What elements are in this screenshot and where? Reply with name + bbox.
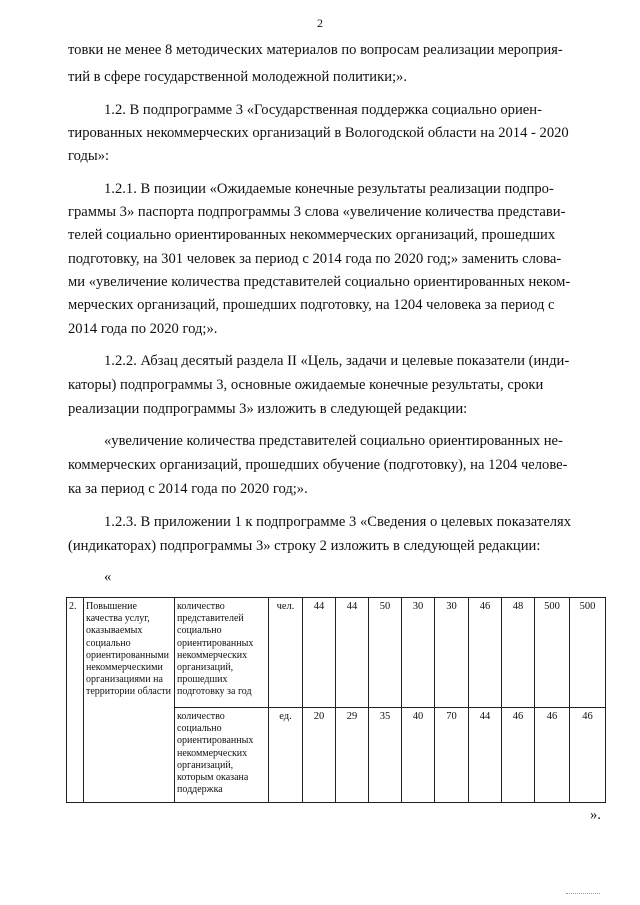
value-cell: 30 xyxy=(402,598,435,708)
paragraph-line: (индикаторах) подпрограммы 3» строку 2 изложить в следующей редакции: xyxy=(68,538,541,554)
table-row xyxy=(67,598,606,708)
indicator-cell: количество представителей социально ориентированных некоммерческих организаций, прошедших подготовку за год xyxy=(175,598,269,708)
row-number-cell: 2. xyxy=(67,598,84,803)
paragraph-line: годы»: xyxy=(68,148,110,164)
paragraph-line: 2014 года по 2020 год;». xyxy=(68,321,218,337)
value-cell: 44 xyxy=(336,598,369,708)
unit-cell: ед. xyxy=(269,708,303,803)
value-cell: 35 xyxy=(369,708,402,803)
clause-1-2-1: 1.2.1. В позиции «Ожидаемые конечные результаты реализации подпро- xyxy=(104,181,554,197)
paragraph-line: реализации подпрограммы 3» изложить в следующей редакции: xyxy=(68,401,468,417)
quoted-text-line: коммерческих организаций, прошедших обучение (подготовку), на 1204 челове- xyxy=(68,457,568,473)
value-cell: 500 xyxy=(570,598,606,708)
value-cell: 46 xyxy=(535,708,570,803)
indicator-cell: количество социально ориентированных некоммерческих организаций, которым оказана поддержка xyxy=(175,708,269,803)
value-cell: 20 xyxy=(303,708,336,803)
value-cell: 29 xyxy=(336,708,369,803)
value-cell: 70 xyxy=(435,708,469,803)
scan-artifact xyxy=(566,893,600,898)
value-cell: 46 xyxy=(502,708,535,803)
value-cell: 500 xyxy=(535,598,570,708)
paragraph-line: граммы 3» паспорта подпрограммы 3 слова «увеличение количества представи- xyxy=(68,204,566,220)
paragraph-line: тий в сфере государственной молодежной политики;». xyxy=(68,69,407,85)
paragraph-line: мерческих организаций, прошедших подготовку, на 1204 человека за период с xyxy=(68,297,555,313)
paragraph-line: телей социально ориентированных некоммерческих организаций, прошедших xyxy=(68,227,556,243)
value-cell: 30 xyxy=(435,598,469,708)
paragraph-line: товки не менее 8 методических материалов по вопросам реализации мероприя- xyxy=(68,42,563,58)
task-cell: Повышение качества услуг, оказываемых социально ориентированными некоммерческими организациями на территории области xyxy=(84,598,175,803)
paragraph-line: подготовку, на 301 человек за период с 2014 года по 2020 год;» заменить слова- xyxy=(68,251,562,267)
value-cell: 46 xyxy=(469,598,502,708)
section-heading-1-2: 1.2. В подпрограмме 3 «Государственная поддержка социально ориен- xyxy=(104,102,542,118)
open-quote: « xyxy=(104,569,112,585)
page-number: 2 xyxy=(317,16,323,30)
paragraph-line: каторы) подпрограммы 3, основные ожидаемые конечные результаты, сроки xyxy=(68,377,544,393)
close-quote: ». xyxy=(590,807,601,823)
unit-cell: чел. xyxy=(269,598,303,708)
quoted-text-line: ка за период с 2014 года по 2020 год;». xyxy=(68,481,308,497)
value-cell: 44 xyxy=(469,708,502,803)
paragraph-line: ми «увеличение количества представителей социально ориентированных неком- xyxy=(68,274,571,290)
value-cell: 48 xyxy=(502,598,535,708)
value-cell: 40 xyxy=(402,708,435,803)
value-cell: 50 xyxy=(369,598,402,708)
clause-1-2-3: 1.2.3. В приложении 1 к подпрограмме 3 «Сведения о целевых показателях xyxy=(104,514,572,530)
value-cell: 44 xyxy=(303,598,336,708)
value-cell: 46 xyxy=(570,708,606,803)
clause-1-2-2: 1.2.2. Абзац десятый раздела II «Цель, задачи и целевые показатели (инди- xyxy=(104,353,570,369)
indicators-table xyxy=(66,597,606,803)
quoted-text-line: «увеличение количества представителей социально ориентированных не- xyxy=(104,433,563,449)
paragraph-line: тированных некоммерческих организаций в Вологодской области на 2014 - 2020 xyxy=(68,125,569,141)
